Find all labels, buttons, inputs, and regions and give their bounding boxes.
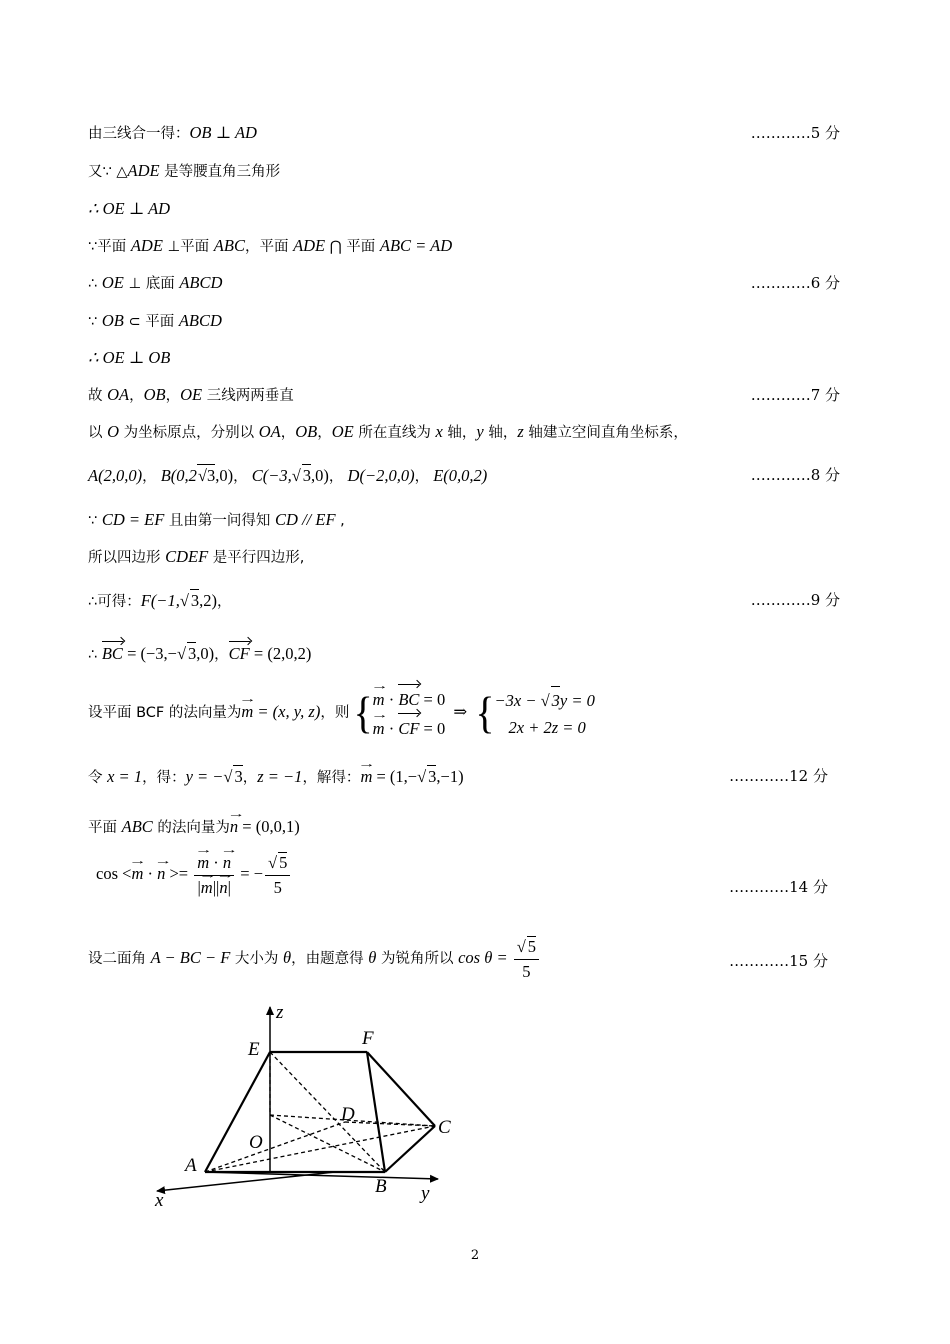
hidden-edges	[205, 1052, 435, 1172]
line-point-f: ∴可得：F(−1,√ 3,2)，	[88, 591, 232, 610]
label-e: E	[248, 1039, 260, 1060]
line-oe-perp-base: ∴ OE ⊥ 底面 ABCD	[88, 273, 223, 292]
line-cd-eq-ef: ∵ CD = EF 且由第一问得知 CD // EF ,	[88, 510, 345, 529]
score-5: …………5 分	[750, 124, 840, 142]
line-isosceles: 又∵ △ADE 是等腰直角三角形	[88, 161, 281, 180]
line-oa-perp: 由三线合一得：OB ⊥ AD	[88, 123, 257, 142]
score-8: …………8 分	[750, 466, 840, 484]
score-15: …………15 分	[729, 952, 828, 970]
label-c: C	[438, 1117, 451, 1138]
line-planes: ∵平面 ADE ⊥平面 ABC，平面 ADE ⋂ 平面 ABC = AD	[88, 236, 453, 255]
score-6: …………6 分	[750, 274, 840, 292]
line-vectors-bc-cf: ∴ BC = (−3,−√ 3,0)，CF = (2,0,2)	[88, 641, 311, 666]
score-9: …………9 分	[750, 591, 840, 609]
line-oe-perp-ob: ∴ OE ⊥ OB	[88, 348, 171, 367]
line-cosine: cos <→ m · → n >= → $\frac{m \cdot \to n}{|\to m||\to n|}$ = − $\frac{√ 5}{5}$	[96, 852, 292, 898]
label-x: x	[155, 1190, 164, 1211]
line-solve-m: 令 x = 1，得：y = −√ 3，z = −1，解得：→ m = (1,−√ 3,−1)	[88, 765, 464, 789]
label-a: A	[185, 1155, 197, 1176]
score-7: …………7 分	[750, 386, 840, 404]
line-oe-perp-ad: ∴ OE ⊥ AD	[88, 199, 171, 218]
label-f: F	[362, 1028, 374, 1049]
line-mutually-perp: 故 OA，OB，OE 三线两两垂直	[88, 385, 294, 404]
line-ob-subset: ∵ OB ⊂ 平面 ABCD	[88, 311, 222, 330]
line-coordinate-system: 以 O 为坐标原点，分别以 OA，OB，OE 所在直线为 x 轴，y 轴，z 轴建立空间直角坐标系，	[88, 422, 688, 441]
label-z: z	[276, 1002, 284, 1023]
line-parallelogram: 所以四边形 CDEF 是平行四边形,	[88, 547, 305, 566]
page-number: 2	[470, 1248, 480, 1263]
line-dihedral-angle: 设二面角 A − BC − F 大小为 θ，由题意得 θ 为锐角所以 cos θ = $\frac{√ 5}{5}$	[88, 936, 541, 982]
label-d: D	[341, 1104, 355, 1125]
line-normal-n: 平面 ABC 的法向量为→ n = (0,0,1)	[88, 816, 300, 839]
label-y: y	[421, 1183, 430, 1204]
line-point-coordinates: A(2,0,0)， B(0,2√3,0)， C(−3,√ 3,0)， D(−2,0,0)， E(0,0,2)	[88, 466, 488, 485]
geometry-figure	[130, 1000, 470, 1215]
visible-edges	[205, 1052, 435, 1172]
score-14: …………14 分	[729, 878, 828, 896]
label-o: O	[249, 1132, 263, 1153]
label-b: B	[375, 1176, 387, 1197]
line-normal-system: 设平面 BCF 的法向量为→ m = (x, y, z)，则 { → m · BC = 0 → m · CF = 0 ⇒ { −3x − √ 3y = 0 2x + 2z = 0	[88, 684, 595, 742]
score-12: …………12 分	[729, 767, 828, 785]
